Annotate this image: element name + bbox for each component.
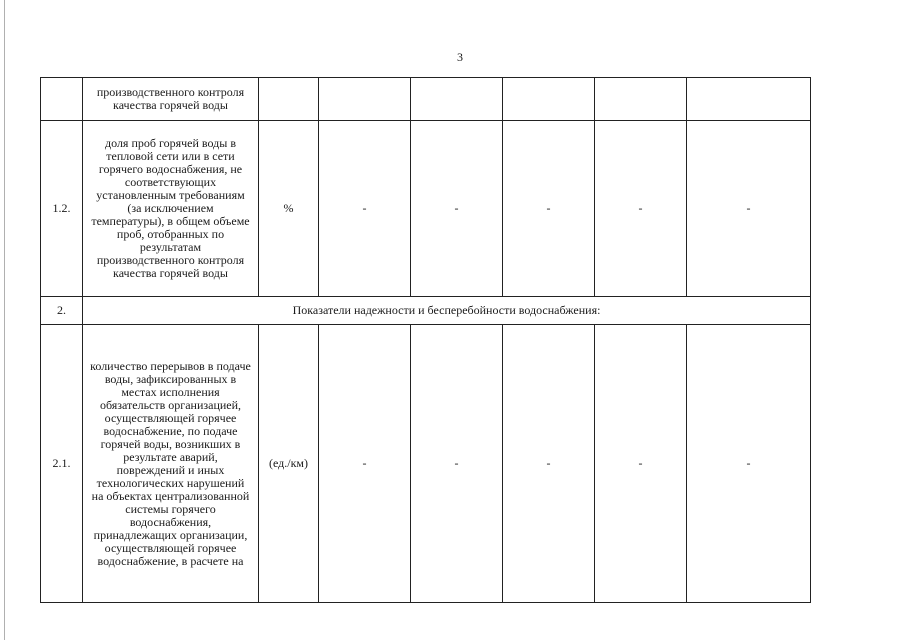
value-cell: - bbox=[411, 121, 503, 297]
value-cell: - bbox=[595, 325, 687, 603]
indicator-text: количество перерывов в подаче воды, зафиксированных в местах исполнения обязательств организацией, осуществляющей горячее водоснабжение, по подаче горячей воды, возникших в результате аварий, повреждений и иных технологических нарушений на объектах централизованной системы горячего водоснабжения, принадлежащих организации, осуществляющей горячее водоснабжение, в расчете на bbox=[90, 358, 251, 568]
scan-edge-line bbox=[4, 0, 5, 640]
value-cell: - bbox=[411, 325, 503, 603]
row-number-cell bbox=[41, 78, 83, 121]
row-number-cell: 1.2. bbox=[41, 121, 83, 297]
value-cell bbox=[411, 78, 503, 121]
value-cell: - bbox=[319, 121, 411, 297]
table-row bbox=[41, 78, 811, 121]
value-cell: - bbox=[503, 325, 595, 603]
unit-cell bbox=[259, 78, 319, 121]
indicator-text: производственного контроля качества горячей воды bbox=[96, 85, 245, 112]
indicators-table bbox=[40, 77, 811, 603]
section-title: Показатели надежности и бесперебойности водоснабжения: bbox=[83, 297, 811, 325]
value-cell: - bbox=[595, 121, 687, 297]
section-row bbox=[41, 297, 811, 325]
indicator-cell bbox=[83, 121, 259, 297]
value-cell bbox=[595, 78, 687, 121]
indicator-cell bbox=[83, 78, 259, 121]
unit-cell: (ед./км) bbox=[259, 325, 319, 603]
table-row bbox=[41, 121, 811, 297]
value-cell bbox=[319, 78, 411, 121]
indicator-text: доля проб горячей воды в тепловой сети или в сети горячего водоснабжения, не соответствующих установленным требованиям (за исключением температуры), в общем объеме проб, отобранных по результатам производственного контроля качества горячей воды bbox=[91, 136, 250, 280]
page-number: 3 bbox=[457, 50, 463, 64]
value-cell: - bbox=[687, 121, 811, 297]
value-cell: - bbox=[319, 325, 411, 603]
value-cell: - bbox=[687, 325, 811, 603]
unit-cell: % bbox=[259, 121, 319, 297]
indicator-cell bbox=[83, 325, 259, 603]
table-row bbox=[41, 325, 811, 603]
value-cell bbox=[503, 78, 595, 121]
value-cell: - bbox=[503, 121, 595, 297]
value-cell bbox=[687, 78, 811, 121]
section-number-cell: 2. bbox=[41, 297, 83, 325]
row-number-cell: 2.1. bbox=[41, 325, 83, 603]
